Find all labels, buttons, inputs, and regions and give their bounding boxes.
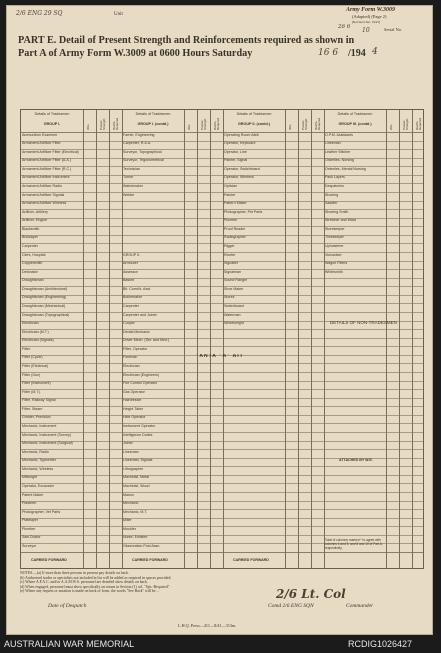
column-divider xyxy=(83,110,84,568)
table-cell: Plumber xyxy=(224,218,238,223)
table-cell: Linesman xyxy=(325,141,341,146)
group-header: GROUP I. (contd.) xyxy=(137,122,169,126)
subcolumn-header: Reinfs. Required xyxy=(415,117,422,130)
subcolumn-header: W.E. xyxy=(389,123,393,130)
carried-forward-label: CARRIED FORWARD xyxy=(233,558,269,562)
table-cell: Radiographer xyxy=(224,235,246,240)
table-cell: Cooper xyxy=(123,321,135,326)
table-cell: Mechanic, Instrument xyxy=(22,424,57,429)
table-cell: Patent Maker xyxy=(22,492,44,497)
form-title: Army Form W.3009 xyxy=(346,7,395,13)
table-cell: Draughtsman (Engineering) xyxy=(22,295,67,300)
subcolumn-header: Posted Strength xyxy=(200,118,207,130)
table-cell: Draughtsman xyxy=(22,278,44,283)
table-cell: Plasterer xyxy=(22,501,37,506)
table-cell: Sound Ranger xyxy=(224,278,248,283)
date-handwritten: 26 6 xyxy=(338,24,351,30)
table-cell: Fitter (Cycle) xyxy=(22,355,43,360)
column-divider xyxy=(197,110,198,568)
table-cell: Boilermaker xyxy=(123,295,143,300)
table-cell: Detonator xyxy=(22,269,38,274)
table-cell: Fitter xyxy=(22,346,31,351)
table-cell: Turner xyxy=(123,175,134,180)
table-cell: Photographer, Vet Parts xyxy=(22,509,61,514)
table-cell: Fitter (Instrument) xyxy=(22,381,51,386)
details-header: Details of Tradesmen xyxy=(337,112,373,116)
unit-stamp-mid: "ANTA "A" AIT xyxy=(196,353,244,358)
table-cell: Operator, Wireless xyxy=(224,175,254,180)
subcolumn-header: Posted Strength xyxy=(301,118,308,130)
table-cell: Linesman, Signals xyxy=(123,458,153,463)
table-cell: Mechanic, Wireless xyxy=(22,466,54,471)
table-cell: Surveyor, Topographical xyxy=(123,149,162,154)
table-cell: Moulder xyxy=(123,526,136,531)
carried-forward-label: CARRIED FORWARD xyxy=(31,558,67,562)
table-cell: Platelayer xyxy=(22,518,38,523)
table-cell: Farrier, Engineering xyxy=(123,132,155,137)
carried-forward-label: CARRIED FORWARD xyxy=(132,558,168,562)
table-cell: Mechanic, Instrument (Surgical) xyxy=(22,441,73,446)
table-cell: Pattern Maker xyxy=(224,201,247,206)
table-cell: Driver Mech. (Ser. and Med.) xyxy=(123,338,170,343)
table-cell: Armament Artificer Instrument xyxy=(22,175,70,180)
table-cell: Optician xyxy=(224,184,238,189)
table-cell: Operator, Switchboard xyxy=(224,166,260,171)
table-cell: Fire Control Operator xyxy=(123,381,157,386)
table-cell: Armament Artificer Fitter (R.C.) xyxy=(22,166,72,171)
part-title: PART E. Detail of Present Strength and Reinforcements required as shown in xyxy=(18,35,355,46)
table-cell: Painter xyxy=(224,192,236,197)
table-cell: Timekeeper xyxy=(325,235,344,240)
table-cell: Technician xyxy=(123,166,140,171)
footer-record-id: RCDIG1026427 xyxy=(348,639,413,649)
column-divider xyxy=(386,110,387,568)
table-cell: Hairdresser xyxy=(123,398,142,403)
table-cell: Fitter (Gun) xyxy=(22,372,41,377)
serial-number: 10 xyxy=(362,27,370,34)
part-title-2: Part A of Army Form W.3009 at 0600 Hours Saturday xyxy=(18,48,253,59)
printer-line: L.H.Q. Press—411—8/41—313m. xyxy=(178,623,237,628)
date-of-despatch: Date of Despatch xyxy=(48,603,87,609)
subcolumn-header: Reinfs. Required xyxy=(213,117,220,130)
table-cell: Gas Operator xyxy=(123,389,145,394)
table-cell: Instrument Operator xyxy=(123,424,156,429)
details-header: Details of Tradesmen xyxy=(135,112,171,116)
note-c: (c) Where A.F.A.C. and/or A.A.M.W.S. personnel are detailed show details on back. xyxy=(20,580,148,585)
details-header: Details of Tradesmen xyxy=(236,112,272,116)
table-cell: GROUP II. xyxy=(123,252,141,257)
column-divider xyxy=(412,110,413,568)
table-cell: Electrician (Engineers) xyxy=(123,372,160,377)
table-cell: Leather Stitcher xyxy=(325,149,351,154)
column-divider xyxy=(399,110,400,568)
table-cell: Wagon Fitters xyxy=(325,261,348,266)
table-cell: Armament Artificer Fitter xyxy=(22,141,61,146)
subcolumn-header: Posted Strength xyxy=(99,118,106,130)
table-cell: Wheelwright xyxy=(224,321,244,326)
table-cell: Grinder, Precision xyxy=(22,415,51,420)
document-sheet xyxy=(6,5,433,635)
details-non-tradesmen-label: DETAILS OF NON-TRADESMEN xyxy=(330,320,397,325)
note-b: (b) Authorised trades or specialists not included in list will be added as required in spaces provided. xyxy=(20,575,172,580)
footer-rule xyxy=(21,552,423,553)
table-cell: Basket xyxy=(123,278,134,283)
total-note: Total of columns marked * to agree with columns 4 and 5, and 6 and 10 of Part A, respectively. xyxy=(325,538,383,550)
table-cell: Surveyor, Trigonometrical xyxy=(123,158,164,163)
table-cell: Draughtsman (Architectural) xyxy=(22,286,67,291)
table-cell: Surveyor xyxy=(22,544,37,549)
table-cell: Waterman xyxy=(224,312,241,317)
table-cell: Carpenter and Joiner xyxy=(123,312,157,317)
footer-archive-name: AUSTRALIAN WAR MEMORIAL xyxy=(4,639,135,649)
table-cell: Fitter (Electrical) xyxy=(22,364,49,369)
table-cell: Operator, Keyboard xyxy=(224,141,256,146)
table-cell: Welder xyxy=(123,192,135,197)
table-cell: Storekeeper xyxy=(325,226,345,231)
table-cell: Stores xyxy=(224,295,235,300)
group-header: GROUP I. xyxy=(43,122,61,126)
table-cell: Plumber xyxy=(22,526,36,531)
table-cell: Riveter xyxy=(224,252,236,257)
column-divider xyxy=(298,110,299,568)
table-cell: Machinist, Wood xyxy=(123,484,150,489)
table-cell: Fitter, Operator xyxy=(123,346,148,351)
table-cell: Dental Mechanic xyxy=(123,329,150,334)
table-cell: Shoe Maker xyxy=(224,286,244,291)
table-cell: Hide Operator xyxy=(123,415,146,420)
table-cell: Draughtsman (Topographical) xyxy=(22,312,70,317)
note-a: NOTES.—(a) If more than three persons in present pay details on back. xyxy=(20,571,129,575)
table-cell: Operator, Line xyxy=(224,149,247,154)
table-cell: Switchboard xyxy=(224,304,244,309)
table-cell: Intelligence Duties xyxy=(123,432,153,437)
subcolumn-header: W.E. xyxy=(187,123,191,130)
table-cell: Clerk, Hospital xyxy=(22,252,46,257)
note-e: (e) Where any request or notation is made on back of form, the words "See Back" will be ... xyxy=(20,589,160,594)
table-cell: Miller xyxy=(123,518,132,523)
table-cell: Signalman xyxy=(224,269,241,274)
table-cell: Electrician xyxy=(22,321,39,326)
table-cell: Blt. Comd's. Asst. xyxy=(123,286,152,291)
table-cell: Fitter, Steam xyxy=(22,406,43,411)
form-adapted: (Adapted) (Page 2) xyxy=(352,14,387,19)
table-cell: Operator, Excavator xyxy=(22,484,54,489)
table-cell: Height Taker xyxy=(123,406,144,411)
table-cell: Pack Layers xyxy=(325,175,345,180)
table-cell: Signaller xyxy=(224,261,238,266)
table-cell: Rigger xyxy=(224,244,235,249)
column-divider xyxy=(285,110,286,568)
table-cell: Saddler xyxy=(325,201,338,206)
form-revised: (Revised Jan. 1943) xyxy=(352,20,380,24)
table-cell: Watchmaker xyxy=(123,184,144,189)
subcolumn-header: W.E. xyxy=(86,123,90,130)
part-year-digit: 4 xyxy=(372,47,378,57)
table-cell: Bricklayer xyxy=(22,235,38,240)
strength-table xyxy=(20,109,424,569)
table-cell: Ammunition Examiner xyxy=(22,132,58,137)
serial-label: Serial No. xyxy=(384,27,403,32)
attached-label: ATTACHED BY W.E. xyxy=(339,457,373,462)
commander-suffix: Commander xyxy=(346,603,374,609)
table-cell: Carpenter, R.A.A. xyxy=(123,141,152,146)
unit-stamp: 2/6 ENG 29 SQ xyxy=(16,10,63,17)
table-cell: Painter, Signal xyxy=(224,158,248,163)
notes-block xyxy=(20,571,420,594)
commander-line: Comd 2/6 ENG SQN xyxy=(268,603,314,609)
table-cell: Despatches xyxy=(325,184,344,189)
table-cell: Carpenter xyxy=(22,244,38,249)
table-cell: Observation Post Assn. xyxy=(123,544,161,549)
table-cell: Lithographer xyxy=(123,466,144,471)
table-cell: Nurse, Enlisted xyxy=(123,535,148,540)
table-cell: Electrician (M.T.) xyxy=(22,329,49,334)
unit-label: Unit xyxy=(114,12,123,17)
subcolumn-header: W.E. xyxy=(288,123,292,130)
table-cell: Armament Artificer Fitter (Electrical) xyxy=(22,149,79,154)
table-cell: Mechanic, Instrument (Survey) xyxy=(22,432,71,437)
table-cell: Mechanic, Typewriter xyxy=(22,458,56,463)
table-cell: Armament Artificer Wireless xyxy=(22,201,67,206)
table-cell: Orderlies, Mental Nursing xyxy=(325,166,366,171)
subcolumn-header: Posted Strength xyxy=(402,118,409,130)
table-cell: Artificer, Artillery xyxy=(22,209,48,214)
table-cell: Saw Doctor xyxy=(22,535,41,540)
part-date: 16 6 xyxy=(318,48,339,58)
column-divider xyxy=(311,110,312,568)
table-cell: Coppersmith xyxy=(22,261,43,266)
table-cell: Armament Artificer Signals xyxy=(22,192,65,197)
table-cell: Foreman xyxy=(123,355,138,360)
table-cell: Assessor xyxy=(123,269,138,274)
table-cell: Electrician (Signals) xyxy=(22,338,54,343)
table-cell: Millwright xyxy=(22,475,37,480)
table-cell: Mechanic xyxy=(123,501,139,506)
table-cell: Vulcaniser xyxy=(325,252,342,257)
table-cell: Mechanic, Radio xyxy=(22,449,49,454)
table-cell: Blacksmith xyxy=(22,226,40,231)
part-year: /194 xyxy=(348,48,366,59)
table-cell: Carpenter xyxy=(123,304,139,309)
group-header: GROUP III. (contd.) xyxy=(338,122,372,126)
column-divider xyxy=(109,110,110,568)
note-d: (d) When engaged, personnel must show specifically on return in Section (1) col. "Sjts.-Required". xyxy=(20,584,171,589)
table-cell: Mechanic, M.T. xyxy=(123,509,148,514)
group-header: GROUP II. (contd.) xyxy=(237,122,271,126)
table-cell: Machinist, Metal xyxy=(123,475,149,480)
table-cell: Whitesmith xyxy=(325,269,343,274)
table-cell: Orderlies, Nursing xyxy=(325,158,354,163)
column-divider xyxy=(96,110,97,568)
signature: 2/6 Lt. Col xyxy=(276,587,346,601)
table-cell: Joiner xyxy=(123,441,133,446)
details-header: Details of Tradesmen xyxy=(34,112,70,116)
table-cell: Armourer xyxy=(123,261,138,266)
column-divider xyxy=(210,110,211,568)
table-cell: Photographer, Pet Parts xyxy=(224,209,263,214)
table-cell: Mason xyxy=(123,492,134,497)
table-cell: Upholsterer xyxy=(325,244,344,249)
table-cell: Fitter, Railway Signal xyxy=(22,398,56,403)
table-cell: Shoeing xyxy=(325,192,339,197)
subcolumn-header: Reinfs. Required xyxy=(314,117,321,130)
table-cell: Linesman xyxy=(123,449,139,454)
table-cell: Proof Reader xyxy=(224,226,246,231)
table-cell: O.P.M. Assistants xyxy=(325,132,353,137)
table-cell: Operating Room Attdt. xyxy=(224,132,260,137)
table-cell: Electrician xyxy=(123,364,140,369)
table-cell: Artificer, Engine xyxy=(22,218,48,223)
column-divider xyxy=(184,110,185,568)
table-cell: Draughtsman (Mechanical) xyxy=(22,304,66,309)
archive-footer xyxy=(0,636,441,653)
table-cell: Armament Artificer Fitter (A.A.) xyxy=(22,158,71,163)
table-cell: Fitter (M.T.) xyxy=(22,389,41,394)
table-cell: Shoeing Smith xyxy=(325,209,349,214)
table-cell: Stretcher and Ward xyxy=(325,218,357,223)
table-cell: Armament Artificer Radio xyxy=(22,184,62,189)
subcolumn-header: Reinfs. Required xyxy=(112,117,119,130)
